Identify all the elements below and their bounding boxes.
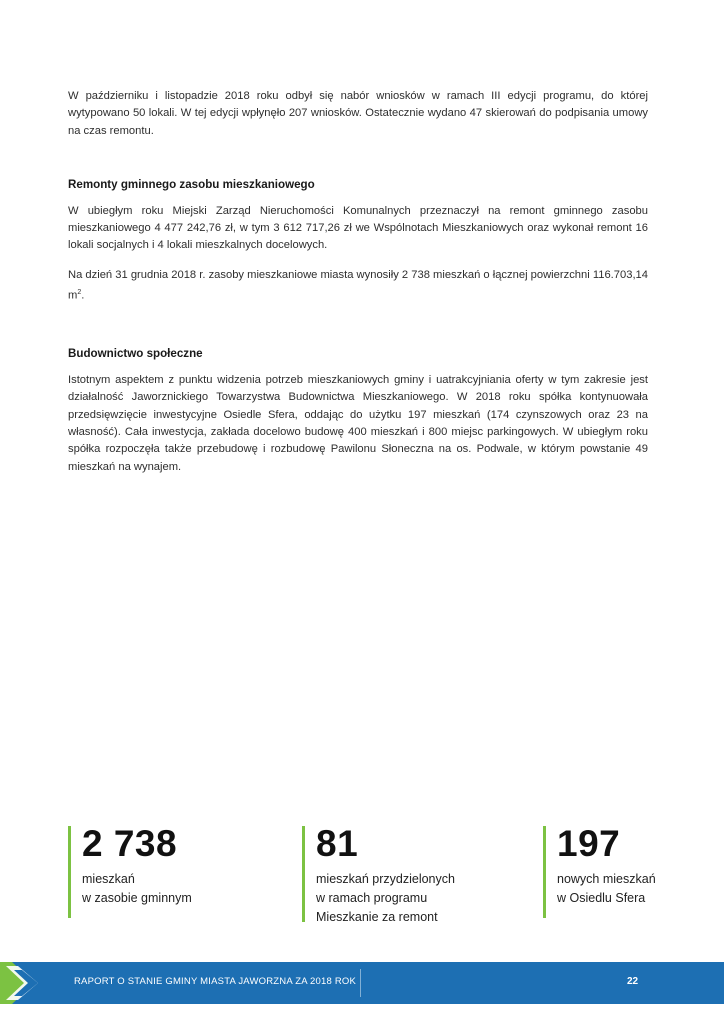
housing-stock-text: Na dzień 31 grudnia 2018 r. zasoby mieszkaniowe miasta wynosiły 2 738 mieszkań o łącznej powierzchni 116.703,14 m	[68, 268, 649, 302]
footer-divider	[360, 969, 361, 997]
square-meter-superscript: 2	[77, 289, 82, 297]
stat-assigned-flats	[302, 824, 455, 927]
stat-label	[82, 870, 192, 908]
stat-label-line: Mieszkanie za remont	[316, 910, 438, 924]
stat-label	[316, 870, 455, 927]
paragraph-housing-stock	[68, 267, 648, 305]
stat-label-line: mieszkań przydzielonych	[316, 872, 455, 886]
stat-label-line: w Osiedlu Sfera	[557, 891, 646, 905]
page-footer	[0, 962, 724, 1004]
report-body	[68, 88, 648, 488]
stat-value: 81	[316, 823, 359, 864]
stat-value: 2 738	[82, 823, 178, 864]
stat-accent-bar	[543, 826, 546, 918]
housing-stock-period: .	[81, 289, 85, 302]
stat-label-line: w zasobie gminnym	[82, 891, 192, 905]
stat-label-line: nowych mieszkań	[557, 872, 656, 886]
stat-label-line: w ramach programu	[316, 891, 428, 905]
stat-accent-bar	[302, 826, 305, 922]
page-number: 22	[627, 976, 639, 987]
stat-municipal-stock	[68, 824, 192, 908]
heading-remonty: Remonty gminnego zasobu mieszkaniowego	[68, 177, 315, 191]
heading-budownictwo: Budownictwo społeczne	[68, 347, 203, 361]
stat-new-flats	[543, 824, 656, 908]
paragraph-remonty-budget: W ubiegłym roku Miejski Zarząd Nieruchomości Komunalnych przeznaczył na remont gminnego zasobu mieszkaniowego 4 477 242,76 zł, w tym 3 612 717,26 zł we Wspólnotach Mieszkaniowych oraz wykonał remont 16 lokali socjalnych i 4 lokali mieszkalnych docelowych.	[68, 204, 648, 252]
stat-label-line: mieszkań	[82, 872, 135, 886]
footer-title: RAPORT O STANIE GMINY MIASTA JAWORZNA ZA 2018 ROK	[74, 976, 357, 987]
arrow-logo-icon	[0, 962, 50, 1004]
stat-label	[557, 870, 656, 908]
stat-value: 197	[557, 823, 621, 864]
paragraph-budownictwo: Istotnym aspektem z punktu widzenia potrzeb mieszkaniowych gminy i uatrakcyjniania oferty w tym zakresie jest działalność Jaworznickiego Towarzystwa Budownictwa Mieszkaniowego. W 2018 roku spółka kontynuowała przedsięwzięcie inwestycyjne Osiedle Sfera, oddając do użytku 197 mieszkań (174 czynszowych oraz 23 na własność). Cała inwestycja, zakłada docelowo budowę 400 mieszkań i 800 miejsc parkingowych. W ubiegłym roku spółka rozpoczęła także przebudowę i rozbudowę Pawilonu Słoneczna na os. Podwale, w którym powstanie 49 mieszkań na wynajem.	[68, 374, 648, 473]
stat-accent-bar	[68, 826, 71, 918]
paragraph-program-edition: W październiku i listopadzie 2018 roku odbył się nabór wniosków w ramach III edycji programu, do której wytypowano 50 lokali. W tej edycji wpłynęło 207 wniosków. Ostatecznie wydano 47 skierowań do podpisania umowy na czas remontu.	[68, 90, 648, 137]
